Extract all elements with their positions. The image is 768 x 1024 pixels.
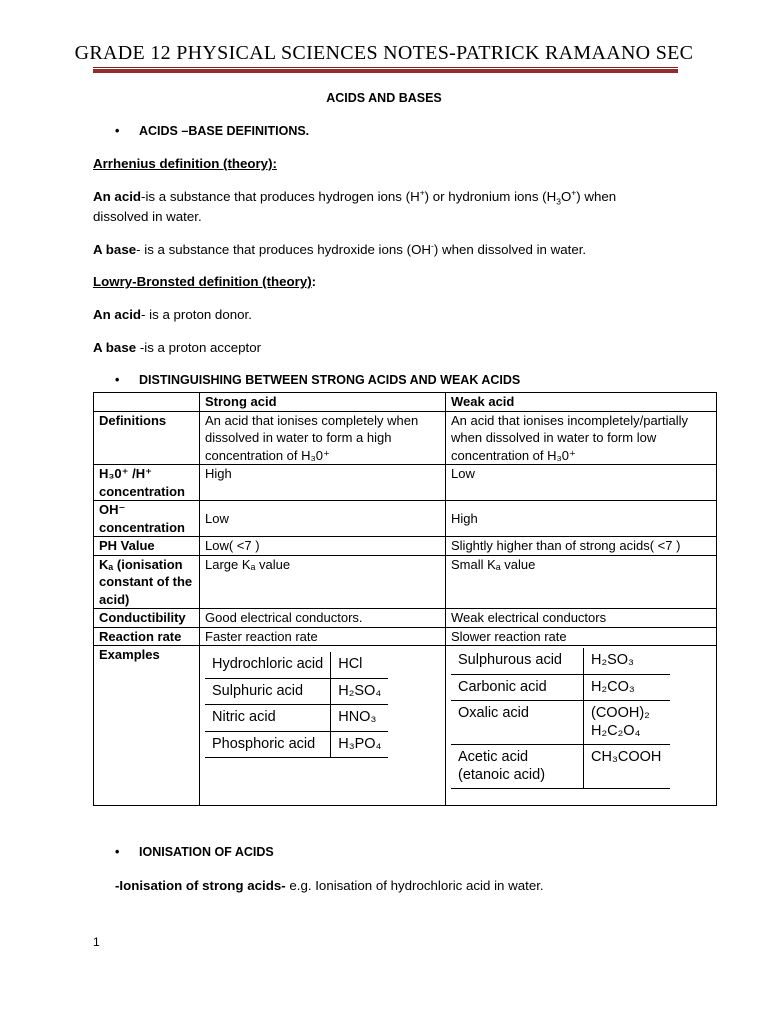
weak-examples-table [451,648,670,789]
strong-cell: Good electrical conductors. [200,609,446,628]
lowry-acid-definition: An acid- is a proton donor. [93,307,252,322]
row-label: Conductibility [94,609,200,628]
example-row: Oxalic acid (COOH)₂ H₂C₂O₄ [451,701,670,745]
weak-cell: High [446,501,717,537]
page-header-title: GRADE 12 PHYSICAL SCIENCES NOTES-PATRICK RAMAANO SEC [74,42,694,64]
weak-cell: Slower reaction rate [446,627,717,646]
column-header-strong: Strong acid [200,393,446,412]
table-row [94,627,717,646]
weak-cell: Small Kₐ value [446,555,717,609]
strong-cell: High [200,465,446,501]
bullet-icon: • [115,124,120,138]
weak-cell: Slightly higher than of strong acids( <7 ) [446,537,717,556]
strong-cell: An acid that ionises completely when dissolved in water to form a high concentration of H₃0⁺ [200,411,446,465]
row-label: H₃0⁺ /H⁺ concentration [94,465,200,501]
comparison-table [93,392,717,806]
table-row [94,501,717,537]
strong-cell: Faster reaction rate [200,627,446,646]
lowry-base-definition: A base -is a proton acceptor [93,340,262,355]
strong-cell: Low( <7 ) [200,537,446,556]
table-row [94,555,717,609]
bullet-icon: • [115,373,120,387]
example-row: Sulphuric acid H₂SO₄ [205,678,388,705]
arrhenius-base-definition: A base- is a substance that produces hydroxide ions (OH-) when dissolved in water. [93,240,587,257]
bullet-icon: • [115,845,120,859]
row-label: Reaction rate [94,627,200,646]
table-row [94,646,717,806]
strong-cell: Low [200,501,446,537]
row-label: OH⁻ concentration [94,501,200,537]
strong-examples-table [205,652,388,758]
table-row [94,537,717,556]
row-label: PH Value [94,537,200,556]
distinguish-heading: • DISTINGUISHING BETWEEN STRONG ACIDS AND WEAK ACIDS [115,373,521,387]
definitions-heading: • ACIDS –BASE DEFINITIONS. [115,124,310,138]
row-label: Definitions [94,411,200,465]
header-rule [93,67,678,68]
table-row [94,465,717,501]
column-header-weak: Weak acid [446,393,717,412]
strong-examples-cell [200,646,446,806]
strong-cell: Large Kₐ value [200,555,446,609]
table-row [94,609,717,628]
example-row: Sulphurous acid H₂SO₃ [451,648,670,674]
example-row: Hydrochloric acid HCl [205,652,388,678]
ionisation-strong-line: -Ionisation of strong acids- e.g. Ionisation of hydrochloric acid in water. [115,878,544,893]
weak-cell: Weak electrical conductors [446,609,717,628]
weak-examples-cell [446,646,717,806]
table-header-row [94,393,717,412]
row-label: Examples [94,646,200,806]
row-label: Kₐ (ionisation constant of the acid) [94,555,200,609]
lowry-heading: Lowry-Bronsted definition (theory): [93,274,317,289]
example-row: Carbonic acid H₂CO₃ [451,674,670,701]
arrhenius-heading: Arrhenius definition (theory): [93,156,277,171]
header-rule-thick [93,69,678,73]
example-row: Nitric acid HNO₃ [205,705,388,732]
weak-cell: Low [446,465,717,501]
table-row [94,411,717,465]
example-row: Acetic acid (etanoic acid) CH₃COOH [451,745,670,789]
arrhenius-acid-definition: An acid-is a substance that produces hydrogen ions (H+) or hydronium ions $(H_3O^+)$ when dissolved in water. [93,187,617,224]
example-row: Phosphoric acid H₃PO₄ [205,731,388,758]
document-title: ACIDS AND BASES [326,91,442,105]
weak-cell: An acid that ionises incompletely/partially when dissolved in water to form low concentration of H₃0⁺ [446,411,717,465]
page-number: 1 [93,935,100,949]
ionisation-heading: • IONISATION OF ACIDS [115,845,274,859]
